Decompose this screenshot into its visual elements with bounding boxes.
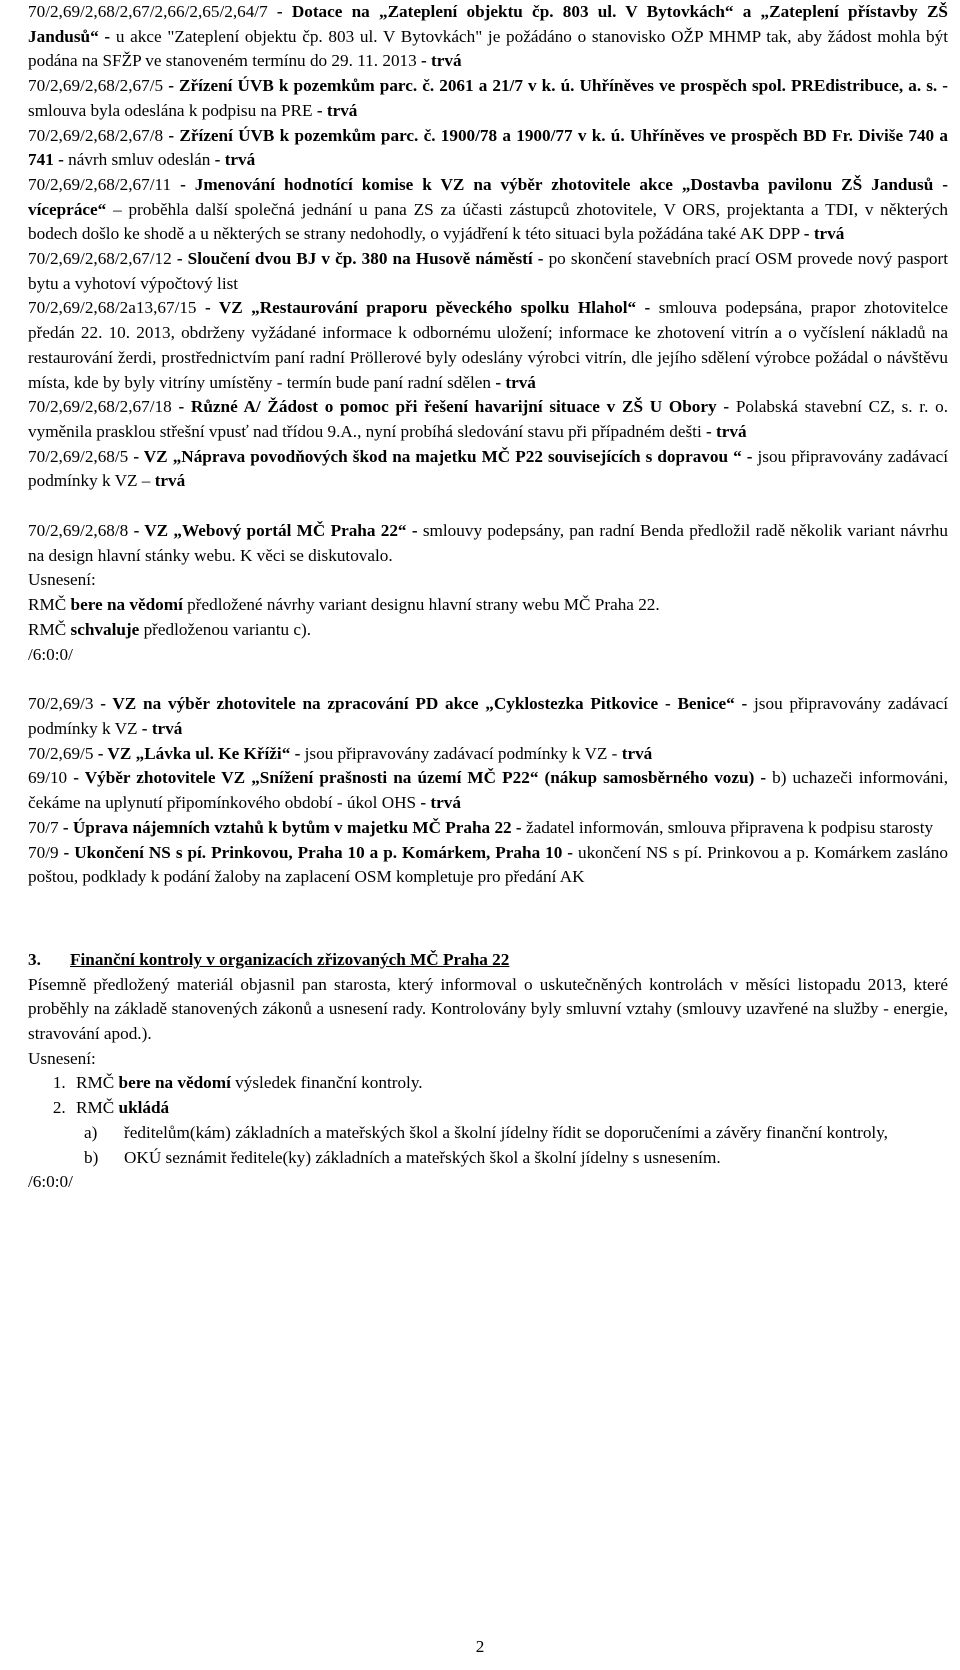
- section-3: [28, 948, 948, 1195]
- bold-text: bere na vědomí: [70, 595, 183, 615]
- text-run: 70/7: [28, 817, 63, 837]
- bold-text: - Sloučení dvou BJ v čp. 380 na Husově náměstí -: [176, 249, 549, 269]
- page-number: 2: [475, 1637, 485, 1656]
- bold-text: - Výběr zhotovitele VZ „Snížení prašnosti na území MČ P22“ (nákup samosběrného vozu) -: [73, 768, 773, 788]
- spacer: [28, 890, 948, 948]
- sub-item-label: a): [84, 1122, 98, 1142]
- text-run: 70/2,69/2,68/2a13,67/15: [28, 298, 205, 318]
- web-portal-paragraph: [28, 519, 948, 568]
- task-item: [28, 742, 948, 767]
- sub-item: [84, 1146, 948, 1171]
- text-run: 70/2,69/5: [28, 743, 98, 763]
- text-run: 70/2,69/2,68/8: [28, 521, 134, 541]
- bold-text: - Různé A/ Žádost o pomoc při řešení havarijní situace v ZŠ U Obory -: [178, 397, 736, 417]
- text-run: návrh smluv odeslán: [68, 150, 215, 170]
- resolution-heading: Usnesení:: [28, 1048, 96, 1068]
- text-run: RMČ: [28, 619, 71, 639]
- bold-text: - VZ „Lávka ul. Ke Kříži“ -: [97, 743, 305, 763]
- text-run: po skončení stavebních prací OSM provede nový pasport bytu a vyhotoví výpočtový list: [28, 249, 948, 293]
- text-run: 70/9: [28, 842, 64, 862]
- text-run: předloženou variantu c).: [139, 619, 312, 639]
- task-item: [28, 0, 948, 74]
- task-item: [28, 296, 948, 395]
- item-text: výsledek finanční kontroly.: [230, 1073, 423, 1093]
- bold-text: - trvá: [214, 150, 256, 170]
- text-run: 70/2,69/3: [28, 694, 101, 714]
- bold-text: - Zřízení ÚVB k pozemkům parc. č. 1900/78 a 1900/77 v k. ú. Uhříněves ve prospěch BD Fr. Diviše 740 a 741 -: [28, 125, 948, 170]
- section-paragraph: Písemně předložený materiál objasnil pan starosta, který informoval o uskutečněných kontrolách v měsíci listopadu 2013, které proběhly na základě stanovených zákonů a usnesení rady. Kontrolovány byly smluvní vztahy (smlouvy uzavřené na služby - energie, stravování apod.).: [28, 974, 948, 1044]
- sub-item-label: b): [84, 1147, 99, 1167]
- bold-text: - trvá: [803, 224, 845, 244]
- document-body: [28, 0, 948, 1195]
- bold-text: trvá: [621, 743, 653, 763]
- text-run: smlouva podepsána, prapor zhotovitelce předán 22. 10. 2013, obdrženy vyžádané informace k odbornému uložení; informace ke zhotovení vitrín a o vyčíslení nákladů na restaurování žerdi, prostřednictvím paní radní Pröllerové byly odeslány výrobci vitrín, dle jejího sdělení výrobce požádal o návštěvu místa, kde by byly vitríny umístěny - termín bude paní radní sdělen: [28, 298, 948, 392]
- bold-text: - VZ „Restaurování praporu pěveckého spolku Hlahol“ -: [204, 298, 659, 318]
- text-run: jsou připravovány zadávací podmínky k VZ -: [304, 743, 622, 763]
- task-item: [28, 816, 948, 841]
- bold-text: schvaluje: [70, 619, 140, 639]
- text-run: 70/2,69/2,68/2,67/2,66/2,65/2,64/7: [28, 2, 277, 21]
- text-run: 70/2,69/2,68/2,67/12: [28, 249, 177, 269]
- task-item: [28, 445, 948, 494]
- text-run: smlouvy podepsány, pan radní Benda předložil radě několik variant návrhu na design hlavní stánky webu. K věci se diskutovalo.: [28, 521, 948, 565]
- text-run: Polabská stavební CZ, s. r. o. vyměnila prasklou střešní vpusť nad třídou 9.A., nyní probíhá sledování stavu při případném dešti: [28, 397, 949, 441]
- bold-text: - trvá: [420, 793, 461, 813]
- spacer: [28, 667, 948, 692]
- item-prefix: RMČ: [76, 1073, 119, 1093]
- web-portal-block: [28, 519, 948, 667]
- task-item: [28, 692, 948, 741]
- item-prefix: RMČ: [76, 1098, 119, 1118]
- text-run: jsou připravovány zadávací podmínky k VZ: [28, 694, 948, 738]
- bold-text: - trvá: [421, 51, 462, 71]
- task-list-2: [28, 692, 948, 890]
- resolution-heading: Usnesení:: [28, 570, 96, 590]
- resolution-item: [70, 1096, 948, 1121]
- text-run: žadatel informován, smlouva připravena k podpisu starosty: [525, 817, 934, 837]
- text-run: 70/2,69/2,68/2,67/18: [28, 397, 179, 417]
- text-run: předložené návrhy variant designu hlavní strany webu MČ Praha 22.: [182, 595, 660, 615]
- text-run: jsou připravovány zadávací podmínky k VZ –: [28, 446, 948, 491]
- section-number: 3.: [28, 949, 41, 969]
- text-run: u akce "Zateplení objektu čp. 803 ul. V Bytovkách" je požádáno o stanovisko OŽP MHMP tak, aby žádost mohla být podána na SFŽP ve stanoveném termínu do 29. 11. 2013: [28, 26, 948, 71]
- sub-item: [84, 1121, 948, 1146]
- task-item: [28, 395, 948, 444]
- resolution-sublist: [28, 1121, 948, 1170]
- text-run: 69/10: [28, 768, 74, 788]
- bold-text: - trvá: [495, 372, 536, 392]
- text-run: smlouva byla odeslána k podpisu na PRE: [28, 100, 317, 120]
- resolution-item: [70, 1071, 948, 1096]
- bold-text: - VZ na výběr zhotovitele na zpracování PD akce „Cyklostezka Pitkovice - Benice“ -: [100, 694, 755, 714]
- task-list-1: [28, 0, 948, 494]
- section-heading: [28, 948, 948, 973]
- text-run: 70/2,69/2,68/5: [28, 446, 134, 466]
- sub-item-text: ředitelům(kám) základních a mateřských škol a školní jídelny řídit se doporučeními a závěry finanční kontroly,: [124, 1122, 888, 1142]
- text-run: 70/2,69/2,68/2,67/11: [28, 174, 181, 194]
- bold-text: - Úprava nájemních vztahů k bytům v majetku MČ Praha 22 -: [62, 817, 526, 837]
- spacer: [28, 494, 948, 519]
- bold-text: - VZ „Náprava povodňových škod na majetku MČ P22 souvisejících s dopravou “ -: [133, 446, 758, 466]
- resolution-line-2: [28, 618, 948, 643]
- task-item: [28, 74, 948, 123]
- task-item: [28, 841, 948, 890]
- task-item: [28, 766, 948, 815]
- task-item: [28, 124, 948, 173]
- resolution-list: [28, 1071, 948, 1120]
- bold-text: - Dotace na „Zateplení objektu čp. 803 ul. V Bytovkách“ a „Zateplení přístavby ZŠ Jandusů“ -: [28, 2, 948, 46]
- text-run: – proběhla další společná jednání u pana ZS za účasti zástupců zhotovitele, V ORS, projektanta a TDI, v některých bodech došlo ke shodě a u některých se strany nedohodly, o vyjádření k této situaci byla požádána také AK DPP: [28, 199, 948, 244]
- text-run: 70/2,69/2,68/2,67/5: [28, 76, 169, 96]
- item-verb: bere na vědomí: [118, 1073, 231, 1093]
- bold-text: - VZ „Webový portál MČ Praha 22“ -: [133, 521, 423, 541]
- resolution-line-1: [28, 593, 948, 618]
- item-verb: ukládá: [118, 1098, 170, 1118]
- bold-text: trvá: [154, 471, 186, 491]
- bold-text: - Jmenování hodnotící komise k VZ na výběr zhotovitele akce „Dostavba pavilonu ZŠ Jandusů - vícepráce“: [28, 174, 948, 219]
- sub-item-text: OKÚ seznámit ředitele(ky) základních a mateřských škol a školní jídelny s usnesením.: [124, 1147, 721, 1167]
- vote-result: /6:0:0/: [28, 644, 73, 664]
- task-item: [28, 247, 948, 296]
- section-title: Finanční kontroly v organizacích zřizovaných MČ Praha 22: [70, 949, 510, 969]
- bold-text: - trvá: [141, 718, 183, 738]
- text-run: b) uchazeči informováni, čekáme na uplynutí připomínkového období - úkol OHS: [28, 768, 948, 813]
- text-run: ukončení NS s pí. Prinkovou a p. Komárkem zasláno poštou, podklady k podání žaloby na zaplacení OSM kompletuje pro předání AK: [28, 842, 948, 887]
- bold-text: - trvá: [316, 100, 358, 120]
- text-run: RMČ: [28, 595, 71, 615]
- vote-result: /6:0:0/: [28, 1172, 73, 1192]
- bold-text: - Ukončení NS s pí. Prinkovou, Praha 10 a p. Komárkem, Praha 10 -: [63, 842, 578, 862]
- bold-text: - trvá: [706, 421, 747, 441]
- text-run: 70/2,69/2,68/2,67/8: [28, 125, 169, 145]
- task-item: [28, 173, 948, 247]
- bold-text: - Zřízení ÚVB k pozemkům parc. č. 2061 a 21/7 v k. ú. Uhříněves ve prospěch spol. PREdistribuce, a. s. -: [168, 76, 948, 96]
